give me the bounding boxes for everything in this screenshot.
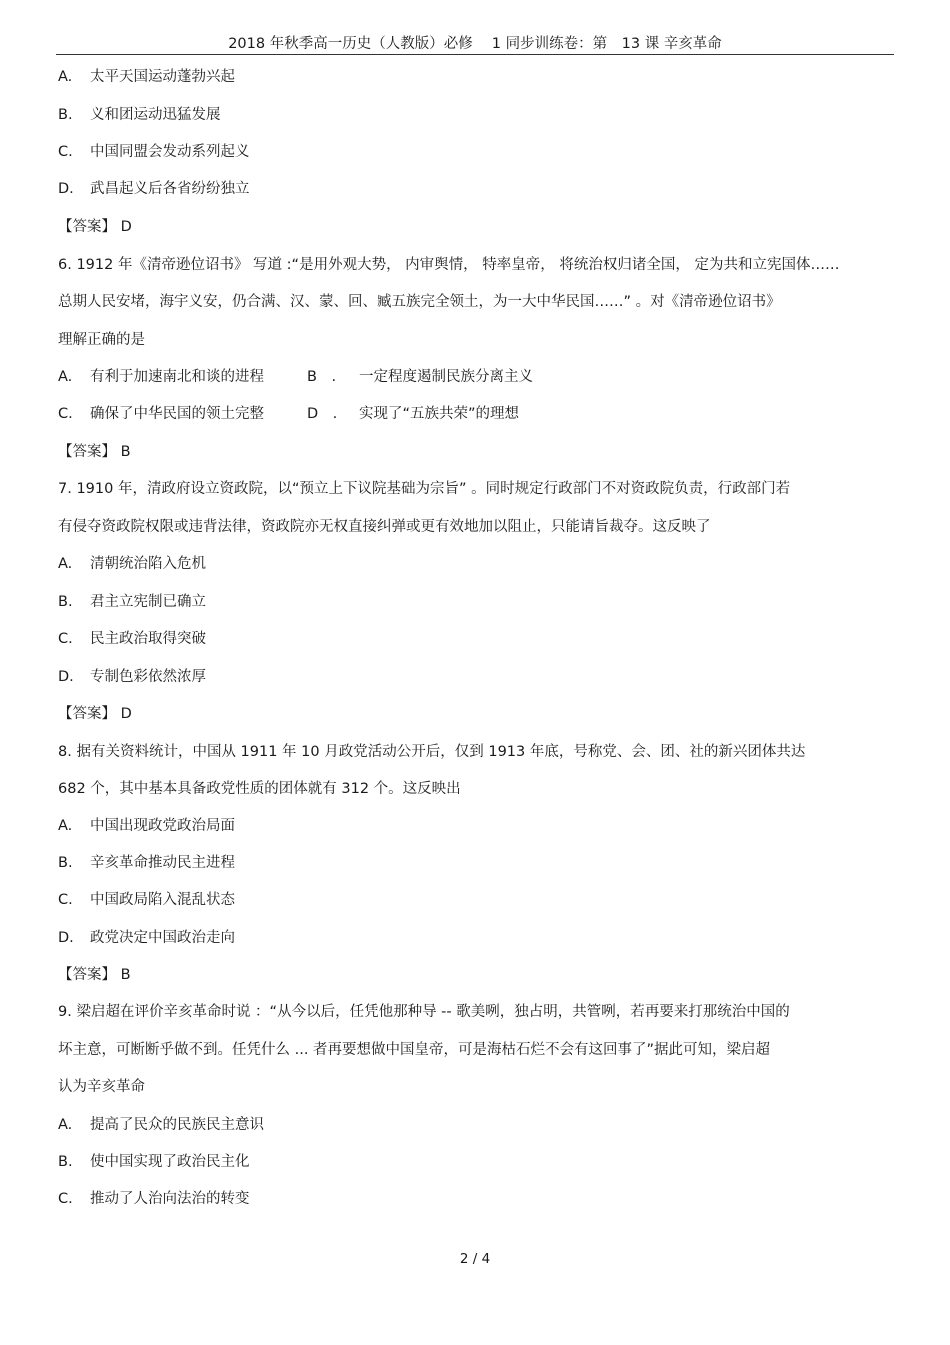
option-key: D. [58,930,74,946]
option-text: 义和团运动迅猛发展 [90,107,221,123]
option-text: 政党决定中国政治走向 [90,930,235,946]
q6-answer: 【答案】 B [58,444,131,460]
option-text: 使中国实现了政治民主化 [90,1154,250,1170]
header-divider [56,54,894,55]
q8-stem-line: 682 个，其中基本具备政党性质的团体就有 312 个。这反映出 [58,781,461,797]
option-text: 君主立宪制已确立 [90,594,206,610]
option-text: 清朝统治陷入危机 [90,556,206,572]
option-text: 中国政局陷入混乱状态 [90,892,235,908]
option-key: C. [58,144,73,160]
q5-option-a [58,67,235,87]
option-key: B. [58,1154,73,1170]
option-key: D. [58,181,74,197]
option-text: 提高了民众的民族民主意识 [90,1117,264,1133]
option-key: A. [58,556,73,572]
option-text: 中国出现政党政治局面 [90,818,235,834]
q9-stem-line: 认为辛亥革命 [58,1079,145,1095]
page-header: 2018 年秋季高一历史（人教版）必修 1 同步训练卷：第 13 课 辛亥革命 [228,36,722,52]
q7-stem-line: 有侵夺资政院权限或违背法律，资政院亦无权直接纠弹或更有效地加以阻止，只能请旨裁夺。这反映了 [58,519,711,535]
q5-option-c [58,142,250,162]
option-text: 确保了中华民国的领土完整 [90,406,264,422]
q5-option-b [58,105,221,125]
page-number: 2 / 4 [459,1251,491,1267]
option-key: D . [307,406,338,422]
option-key: A. [58,369,73,385]
q6-stem-line: 总期人民安堵，海宇义安，仍合满、汉、蒙、回、臧五族完全领土，为一大中华民国……” 。对《清帝逊位诏书》 [58,294,781,310]
q6-stem-line: 理解正确的是 [58,332,145,348]
q8-option-a [58,816,235,836]
q8-option-b [58,853,235,873]
option-key: B. [58,855,73,871]
q9-stem-line: 坏主意，可断断乎做不到。任凭什么 ... 者再要想做中国皇帝，可是海枯石烂不会有这回事了”据此可知，梁启超 [58,1042,771,1058]
q8-stem-line: 8. 据有关资料统计，中国从 1911 年 10 月政党活动公开后，仅到 1913 年底，号称党、会、团、社的新兴团体共达 [58,744,806,760]
option-key: A. [58,69,73,85]
option-text: 推动了人治向法治的转变 [90,1191,250,1207]
option-key: A. [58,1117,73,1133]
option-text: 有利于加速南北和谈的进程 [90,369,264,385]
q6-option-d [307,404,519,424]
option-text: 中国同盟会发动系列起义 [90,144,250,160]
option-text: 专制色彩依然浓厚 [90,669,206,685]
option-text: 实现了“五族共荣”的理想 [359,406,520,422]
option-key: D. [58,669,74,685]
option-text: 武昌起义后各省纷纷独立 [90,181,250,197]
option-key: C. [58,631,73,647]
option-text: 太平天国运动蓬勃兴起 [90,69,235,85]
q9-option-c [58,1189,250,1209]
q7-option-a [58,554,206,574]
q6-option-c [58,404,264,424]
option-key: C. [58,406,73,422]
q5-option-d [58,179,250,199]
q7-stem-line: 7. 1910 年，清政府设立资政院，以“预立上下议院基础为宗旨” 。同时规定行政部门不对资政院负责，行政部门若 [58,481,791,497]
q6-stem-line: 6. 1912 年《清帝逊位诏书》 写道 :“是用外观大势， 内审舆情， 特率皇帝， 将统治权归诸全国， 定为共和立宪国体…… [58,257,840,273]
option-key: C. [58,892,73,908]
q8-answer: 【答案】 B [58,967,131,983]
q9-stem-line: 9. 梁启超在评价辛亥革命时说 ：“从今以后，任凭他那种导 -- 歌美咧，独占明，共管咧，若再要来打那统治中国的 [58,1004,790,1020]
option-key: B . [307,369,337,385]
option-text: 一定程度遏制民族分离主义 [359,369,533,385]
q5-answer: 【答案】 D [58,219,132,235]
q9-option-b [58,1152,250,1172]
q7-answer: 【答案】 D [58,706,132,722]
q7-option-b [58,592,206,612]
q6-option-b [307,367,533,387]
option-text: 民主政治取得突破 [90,631,206,647]
option-key: B. [58,107,73,123]
option-text: 辛亥革命推动民主进程 [90,855,235,871]
q6-option-a [58,367,264,387]
option-key: C. [58,1191,73,1207]
q7-option-c [58,629,206,649]
q9-option-a [58,1115,264,1135]
q8-option-c [58,890,235,910]
option-key: A. [58,818,73,834]
option-key: B. [58,594,73,610]
q8-option-d [58,928,235,948]
q7-option-d [58,667,206,687]
